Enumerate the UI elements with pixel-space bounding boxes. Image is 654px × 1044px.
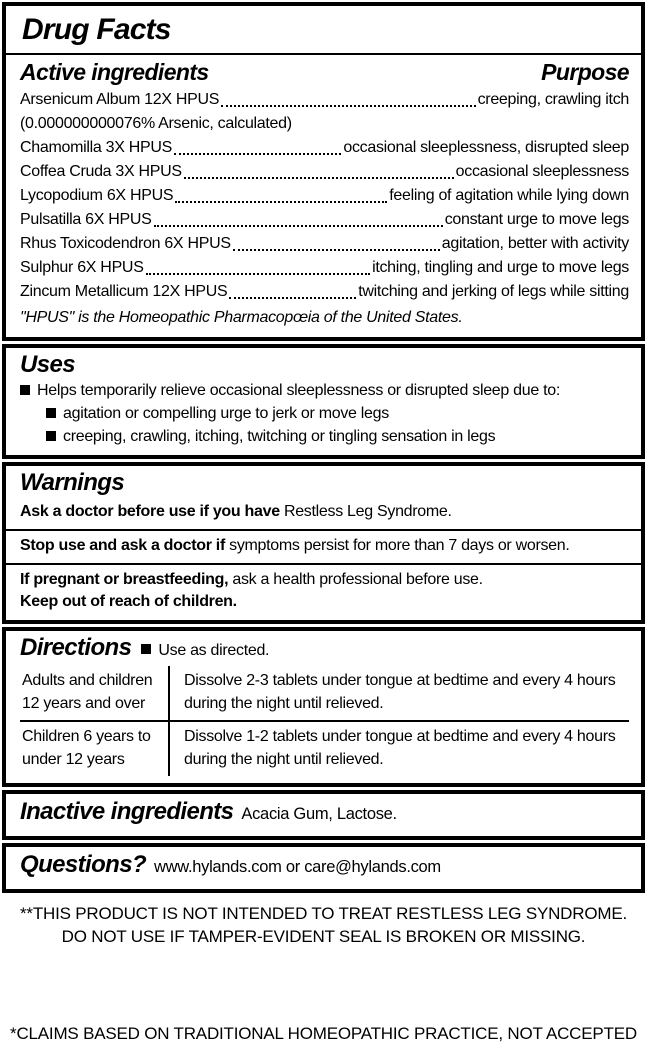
uses-bullet xyxy=(46,402,629,425)
tamper-seal-warning: DO NOT USE IF TAMPER-EVIDENT SEAL IS BROKEN OR MISSING. xyxy=(61,927,586,946)
questions-contact: www.hylands.com or care@hylands.com xyxy=(154,858,441,876)
ingredient-name: Sulphur 6X HPUS xyxy=(20,259,144,276)
directions-table xyxy=(20,666,629,776)
inactive-ingredients-heading: Inactive ingredients xyxy=(20,798,234,825)
warning-item xyxy=(20,567,629,613)
ingredient-purpose: creeping, crawling itch xyxy=(477,91,629,108)
uses-bullet xyxy=(46,425,629,448)
title-divider xyxy=(6,53,641,55)
ingredient-purpose: occasional sleeplessness xyxy=(455,163,629,180)
questions-line xyxy=(20,850,629,882)
dot-leader xyxy=(154,225,443,227)
warning-item xyxy=(20,533,629,561)
hpus-footnote: "HPUS" is the Homeopathic Pharmacopœia of the United States. xyxy=(20,309,463,326)
warning-bold: Stop use and ask a doctor if xyxy=(20,537,230,554)
square-bullet-icon xyxy=(46,431,56,441)
dot-leader xyxy=(233,249,440,251)
ingredient-row xyxy=(20,280,629,304)
table-row xyxy=(20,720,629,776)
dot-leader xyxy=(221,105,475,107)
not-intended-disclaimer: **THIS PRODUCT IS NOT INTENDED TO TREAT RESTLESS LEG SYNDROME. xyxy=(20,904,627,923)
ingredient-name: Arsenicum Album 12X HPUS xyxy=(20,91,220,108)
ingredient-name: Coffea Cruda 3X HPUS xyxy=(20,163,182,180)
warning-rest: Restless Leg Syndrome. xyxy=(283,503,452,520)
warning-rest: ask a health professional before use. xyxy=(232,571,483,588)
drug-facts-box xyxy=(2,2,645,341)
ingredient-purpose: twitching and jerking of legs while sitting xyxy=(358,283,629,300)
inactive-ingredients-line xyxy=(20,797,629,829)
warning-divider xyxy=(6,563,641,565)
questions-heading: Questions? xyxy=(20,851,147,878)
uses-intro-text: Helps temporarily relieve occasional sleeplessness or disrupted sleep due to: xyxy=(37,382,560,399)
directions-headline xyxy=(20,634,629,666)
ingredient-row xyxy=(20,160,629,184)
ingredient-row xyxy=(20,184,629,208)
inactive-ingredients-value: Acacia Gum, Lactose. xyxy=(241,805,397,823)
square-bullet-icon xyxy=(46,408,56,418)
ingredient-name: Chamomilla 3X HPUS xyxy=(20,139,172,156)
warning-item xyxy=(20,499,629,527)
questions-box xyxy=(2,843,645,893)
table-row xyxy=(20,666,629,720)
dot-leader xyxy=(184,177,454,179)
uses-bullet-text: creeping, crawling, itching, twitching or tingling sensation in legs xyxy=(63,428,496,445)
dot-leader xyxy=(229,297,356,299)
dot-leader xyxy=(146,273,371,275)
uses-intro xyxy=(20,379,629,402)
warnings-heading: Warnings xyxy=(20,469,125,496)
dosage-instructions: Dissolve 1-2 tablets under tongue at bedtime and every 4 hours during the night until relieved. xyxy=(184,728,616,768)
footer-disclaimers xyxy=(2,902,645,1044)
active-ingredients-header xyxy=(20,57,629,88)
dosage-group: Children 6 years to under 12 years xyxy=(20,722,170,776)
warning-bold: Keep out of reach of children. xyxy=(20,593,237,610)
ingredient-name: Rhus Toxicodendron 6X HPUS xyxy=(20,235,231,252)
directions-heading: Directions xyxy=(20,634,132,661)
warnings-box xyxy=(2,462,645,624)
ingredient-purpose: constant urge to move legs xyxy=(444,211,629,228)
ingredient-row xyxy=(20,256,629,280)
dosage-instructions: Dissolve 2-3 tablets under tongue at bedtime and every 4 hours during the night until relieved. xyxy=(184,672,616,712)
inactive-ingredients-box xyxy=(2,790,645,840)
ingredient-row xyxy=(20,136,629,160)
page-title: Drug Facts xyxy=(22,13,171,46)
dot-leader xyxy=(174,153,341,155)
uses-bullet-text: agitation or compelling urge to jerk or move legs xyxy=(63,405,389,422)
ingredient-name: Pulsatilla 6X HPUS xyxy=(20,211,152,228)
claims-disclaimer: *CLAIMS BASED ON TRADITIONAL HOMEOPATHIC PRACTICE, NOT ACCEPTED xyxy=(10,1024,637,1043)
uses-box xyxy=(2,344,645,459)
active-ingredients-heading: Active ingredients xyxy=(20,59,209,85)
dosage-group: Adults and children 12 years and over xyxy=(20,666,170,720)
ingredient-row xyxy=(20,232,629,256)
ingredient-name: Zincum Metallicum 12X HPUS xyxy=(20,283,228,300)
ingredient-name: Lycopodium 6X HPUS xyxy=(20,187,174,204)
warning-divider xyxy=(6,529,641,531)
uses-heading: Uses xyxy=(20,351,75,378)
ingredient-purpose: occasional sleeplessness, disrupted sleep xyxy=(343,139,629,156)
warning-bold: If pregnant or breastfeeding, xyxy=(20,571,233,588)
ingredient-row xyxy=(20,88,629,112)
arsenic-note: (0.000000000076% Arsenic, calculated) xyxy=(20,115,292,132)
directions-note: Use as directed. xyxy=(158,642,270,659)
square-bullet-icon xyxy=(141,644,151,654)
purpose-heading: Purpose xyxy=(541,59,629,85)
warning-bold: Ask a doctor before use if you have xyxy=(20,503,284,520)
ingredient-purpose: agitation, better with activity xyxy=(441,235,629,252)
dot-leader xyxy=(175,201,387,203)
directions-box xyxy=(2,627,645,787)
ingredient-purpose: itching, tingling and urge to move legs xyxy=(372,259,629,276)
ingredient-row xyxy=(20,208,629,232)
square-bullet-icon xyxy=(20,385,30,395)
warning-rest: symptoms persist for more than 7 days or worsen. xyxy=(229,537,570,554)
ingredient-purpose: feeling of agitation while lying down xyxy=(389,187,629,204)
